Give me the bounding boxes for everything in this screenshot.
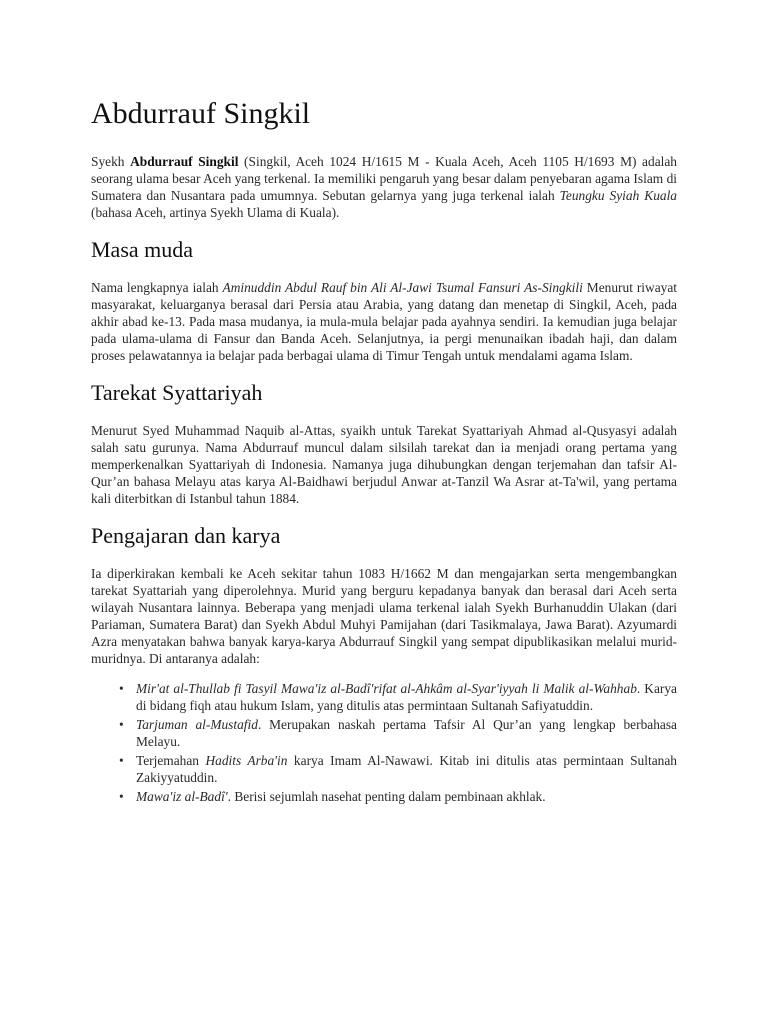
work-title: Hadits Arba'in — [205, 753, 288, 768]
works-list — [91, 680, 677, 805]
work-title: Mawa'iz al-Badî' — [136, 789, 228, 804]
intro-text-2: (bahasa Aceh, artinya Syekh Ulama di Kuala). — [91, 205, 340, 220]
intro-bold-name: Abdurrauf Singkil — [130, 154, 239, 169]
work-description: . Karya di bidang fiqh atau hukum Islam, yang ditulis atas permintaan Sultanah Safiyatuddin. — [136, 681, 677, 713]
intro-prefix: Syekh — [91, 154, 131, 169]
works-list-item — [119, 680, 677, 714]
bullet-icon: • — [119, 753, 124, 768]
pengajaran-paragraph: Ia diperkirakan kembali ke Aceh sekitar tahun 1083 H/1662 M dan mengajarkan serta mengembangkan tarekat Syattariah yang diperolehnya. Murid yang berguru kepadanya banyak dan berasal dari Aceh serta wilayah Nusantara lainnya. Beberapa yang menjadi ulama terkenal ialah Syekh Burhanuddin Ulakan (dari Pariaman, Sumatera Barat) dan Syekh Abdul Muhyi Pamijahan (dari Tasikmalaya, Jawa Barat). Azyumardi Azra menyatakan bahwa banyak karya-karya Abdurrauf Singkil yang sempat dipublikasikan melalui murid-muridnya. Di antaranya adalah: — [91, 566, 677, 666]
work-title: Tarjuman al-Mustafid — [136, 717, 258, 732]
tarekat-paragraph: Menurut Syed Muhammad Naquib al-Attas, syaikh untuk Tarekat Syattariyah Ahmad al-Qusyasyi adalah salah satu gurunya. Nama Abdurrauf muncul dalam silsilah tarekat dan ia menjadi orang pertama yang memperkenalkan Syattariyah di Indonesia. Namanya juga dihubungkan dengan terjemahan dan tafsir Al-Qur’an bahasa Melayu atas karya Al-Baidhawi berjudul Anwar at-Tanzil Wa Asrar at-Ta'wil, yang pertama kali diterbitkan di Istanbul tahun 1884. — [91, 423, 677, 506]
masa-muda-text: Menurut riwayat masyarakat, keluarganya berasal dari Persia atau Arabia, yang datang dan menetap di Singkil, Aceh, pada akhir abad ke-13. Pada masa mudanya, ia mula-mula belajar pada ayahnya sendiri. Ia kemudian juga belajar pada ulama-ulama di Fansur dan Banda Aceh. Selanjutnya, ia pergi menunaikan ibadah haji, dan dalam proses pelawatannya ia belajar pada berbagai ulama di Timur Tengah untuk mendalami agama Islam. — [91, 280, 677, 363]
bullet-icon: • — [119, 789, 124, 804]
work-title: Mir'at al-Thullab fi Tasyil Mawa'iz al-Badî'rifat al-Ahkâm al-Syar'iyyah li Malik al-Wahhab — [136, 681, 637, 696]
bullet-icon: • — [119, 717, 124, 732]
work-description: . Merupakan naskah pertama Tafsir Al Qur’an yang lengkap berbahasa Melayu. — [136, 717, 677, 749]
intro-paragraph — [91, 153, 677, 221]
works-list-item — [119, 788, 677, 805]
section-heading-tarekat: Tarekat Syattariyah — [91, 380, 263, 405]
work-description: . Berisi sejumlah nasehat penting dalam pembinaan akhlak. — [227, 789, 546, 804]
work-lead: Terjemahan — [136, 753, 206, 768]
bullet-icon: • — [119, 681, 124, 696]
works-list-item — [119, 752, 677, 786]
section-heading-pengajaran: Pengajaran dan karya — [91, 523, 281, 548]
intro-italic-title: Teungku Syiah Kuala — [559, 188, 677, 203]
work-description: karya Imam Al-Nawawi. Kitab ini ditulis atas permintaan Sultanah Zakiyyatuddin. — [136, 753, 677, 785]
masa-muda-full-name: Aminuddin Abdul Rauf bin Ali Al-Jawi Tsumal Fansuri As-Singkili — [222, 280, 583, 295]
document-page — [91, 88, 677, 807]
intro-text-1: (Singkil, Aceh 1024 H/1615 M - Kuala Aceh, Aceh 1105 H/1693 M) adalah seorang ulama besar Aceh yang terkenal. Ia memiliki pengaruh yang besar dalam penyebaran agama Islam di Sumatera dan Nusantara pada umumnya. Sebutan gelarnya yang juga terkenal ialah — [91, 154, 678, 203]
works-list-item — [119, 716, 677, 750]
document-title: Abdurrauf Singkil — [91, 97, 311, 130]
section-heading-masa-muda: Masa muda — [91, 237, 194, 262]
masa-muda-prefix: Nama lengkapnya ialah — [91, 280, 223, 295]
masa-muda-paragraph — [91, 279, 677, 364]
